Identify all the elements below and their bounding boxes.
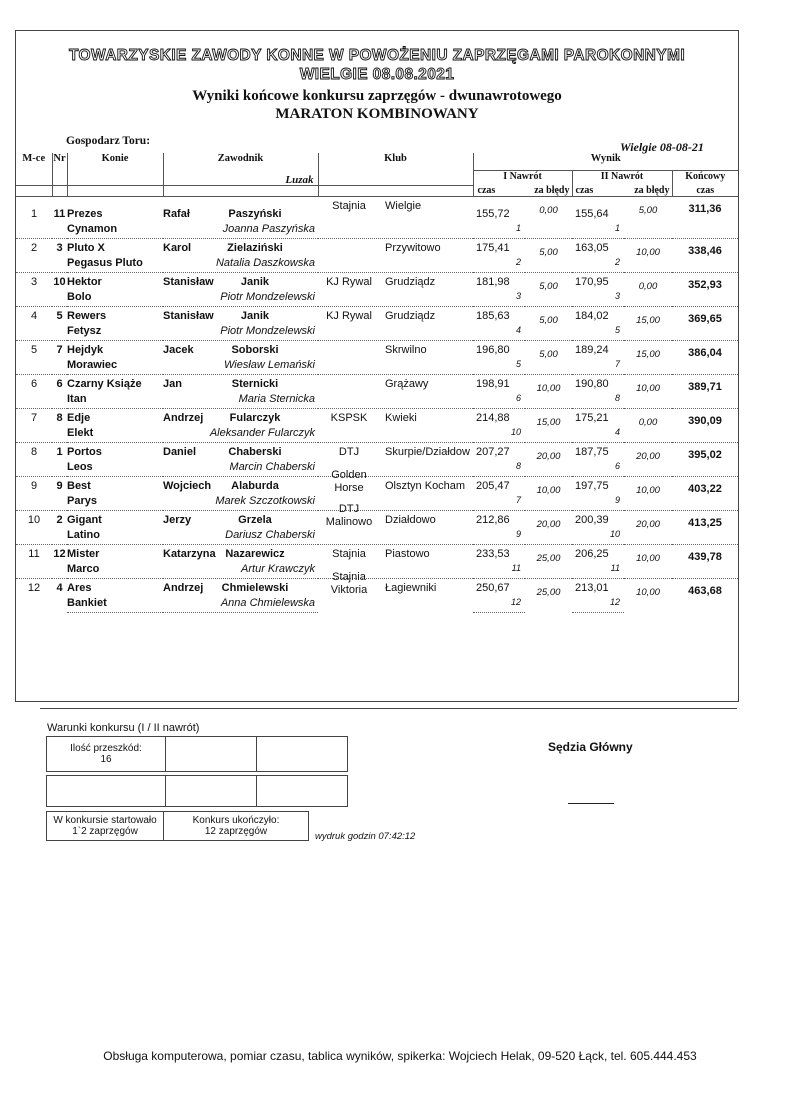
- col-round1: I Nawrót: [473, 171, 572, 186]
- groom-name: Maria Sternicka: [163, 393, 318, 409]
- col-place: M-ce: [16, 153, 52, 185]
- horse-1: Pluto X: [67, 239, 163, 258]
- start-number: 2: [52, 511, 67, 545]
- final-time: 439,78: [672, 545, 738, 579]
- place-date: Wielgie 08-08-21: [620, 140, 704, 154]
- round1-time: 250,67: [473, 579, 525, 598]
- driver-first-name: Stanisław: [163, 310, 214, 322]
- club-line0: Golden: [331, 469, 367, 481]
- round1-rank: 1: [473, 223, 525, 239]
- place: 2: [16, 239, 52, 273]
- round2-time: 200,39: [572, 511, 624, 530]
- driver-name: [163, 545, 318, 564]
- driver-name: [163, 341, 318, 360]
- round1-time: 175,41: [473, 239, 525, 258]
- col-club: Klub: [318, 153, 473, 185]
- driver-last-name: Fularczyk: [229, 412, 281, 424]
- round1-faults: 15,00: [525, 409, 572, 443]
- driver-name: [163, 511, 318, 530]
- col-r2-faults: za błędy: [624, 185, 672, 197]
- club-city: Olsztyn Kocham: [385, 480, 466, 492]
- driver-name: [163, 443, 318, 462]
- round1-rank: 11: [473, 563, 525, 579]
- groom-name: Natalia Daszkowska: [163, 257, 318, 273]
- round1-rank: 3: [473, 291, 525, 307]
- club-name: KJ Rywal: [326, 276, 372, 288]
- table-row: [16, 273, 738, 292]
- place: 11: [16, 545, 52, 579]
- round2-time: 197,75: [572, 477, 624, 496]
- round2-rank: 3: [572, 291, 624, 307]
- empty-cell: [166, 776, 257, 807]
- final-time: 390,09: [672, 409, 738, 443]
- col-rider: [163, 153, 318, 185]
- start-number: 3: [52, 239, 67, 273]
- event-title: TOWARZYSKIE ZAWODY KONNE W POWOŻENIU ZAPRZĘGAMI PAROKONNYMI: [68, 47, 686, 64]
- groom-name: Piotr Mondzelewski: [163, 291, 318, 307]
- horse-2: Bolo: [67, 291, 163, 307]
- col-final: Końcowy: [685, 171, 726, 182]
- club-city: Działdowo: [385, 514, 436, 526]
- round2-rank: 9: [572, 495, 624, 511]
- place: 1: [16, 197, 52, 239]
- obstacles-label: Ilość przeszkód:: [70, 743, 142, 754]
- horse-2: Latino: [67, 529, 163, 545]
- driver-name: [163, 375, 318, 394]
- place: 3: [16, 273, 52, 307]
- place: 10: [16, 511, 52, 545]
- final-time: 463,68: [672, 579, 738, 613]
- separator: [40, 708, 737, 709]
- round2-time: 206,25: [572, 545, 624, 564]
- club-name: Stajnia: [332, 548, 366, 560]
- driver-first-name: Andrzej: [163, 582, 204, 594]
- round2-faults: 10,00: [624, 239, 672, 273]
- results-table: [16, 153, 738, 613]
- round2-rank: 7: [572, 359, 624, 375]
- club-city: Wielgie: [385, 200, 422, 212]
- driver-first-name: Jerzy: [163, 514, 192, 526]
- driver-last-name: Soborski: [231, 344, 279, 356]
- round2-rank: 10: [572, 529, 624, 545]
- driver-first-name: Karol: [163, 242, 192, 254]
- driver-last-name: Paszyński: [228, 208, 282, 220]
- empty-cell: [257, 737, 348, 772]
- final-time: 338,46: [672, 239, 738, 273]
- round1-rank: 7: [473, 495, 525, 511]
- club-name: KSPSK: [330, 412, 368, 424]
- driver-last-name: Zielaziński: [227, 242, 283, 254]
- place: 8: [16, 443, 52, 477]
- start-number: 12: [52, 545, 67, 579]
- summary-table: [46, 811, 309, 841]
- club-name: Horse: [334, 482, 364, 494]
- club-city: Kwieki: [385, 412, 417, 424]
- conditions-table: [46, 736, 348, 772]
- finished-label: Konkurs ukończyło:: [192, 815, 280, 826]
- final-time: 403,22: [672, 477, 738, 511]
- table-row: [16, 545, 738, 564]
- round2-faults: 10,00: [624, 375, 672, 409]
- round2-faults: 10,00: [624, 477, 672, 511]
- final-time: 413,25: [672, 511, 738, 545]
- round2-time: 190,80: [572, 375, 624, 394]
- club-city: Skrwilno: [385, 344, 427, 356]
- round2-rank: 1: [572, 223, 624, 239]
- horse-2: Fetysz: [67, 325, 163, 341]
- driver-name: [163, 477, 318, 496]
- round1-rank: 2: [473, 257, 525, 273]
- start-number: 6: [52, 375, 67, 409]
- round2-rank: 12: [572, 597, 624, 613]
- driver-last-name: Nazarewicz: [225, 548, 285, 560]
- round2-rank: 2: [572, 257, 624, 273]
- groom-name: Dariusz Chaberski: [163, 529, 318, 545]
- final-time: 386,04: [672, 341, 738, 375]
- horse-2: Marco: [67, 563, 163, 579]
- place: 6: [16, 375, 52, 409]
- print-time: wydruk godzin 07:42:12: [315, 831, 416, 842]
- driver-last-name: Alaburda: [231, 480, 279, 492]
- club: [318, 375, 473, 409]
- horse-1: Mister: [67, 545, 163, 564]
- start-number: 11: [52, 197, 67, 239]
- chief-judge-label: Sędzia Główny: [548, 740, 633, 754]
- round2-time: 163,05: [572, 239, 624, 258]
- place: 9: [16, 477, 52, 511]
- horse-2: Parys: [67, 495, 163, 511]
- round2-time: 189,24: [572, 341, 624, 360]
- host-label: Gospodarz Toru:: [66, 135, 151, 147]
- round1-time: 185,63: [473, 307, 525, 326]
- start-number: 7: [52, 341, 67, 375]
- driver-last-name: Grzela: [238, 514, 272, 526]
- table-row: [16, 511, 738, 530]
- col-final-time: czas: [696, 185, 715, 196]
- signature-line: [568, 803, 614, 804]
- driver-last-name: Sternicki: [231, 378, 279, 390]
- horse-1: Best: [67, 477, 163, 496]
- start-number: 1: [52, 443, 67, 477]
- round1-rank: 4: [473, 325, 525, 341]
- driver-last-name: Chaberski: [228, 446, 282, 458]
- final-time: 389,71: [672, 375, 738, 409]
- col-horses: Konie: [67, 153, 163, 185]
- finished-value: 12 zaprzęgów: [204, 826, 268, 837]
- driver-last-name: Janik: [240, 276, 270, 288]
- club-name: KJ Rywal: [326, 310, 372, 322]
- round2-time: 155,64: [572, 197, 624, 224]
- table-row: [16, 341, 738, 360]
- round1-faults: 10,00: [525, 375, 572, 409]
- groom-name: Piotr Mondzelewski: [163, 325, 318, 341]
- round2-time: 187,75: [572, 443, 624, 462]
- started-cell: [47, 812, 164, 841]
- horse-1: Rewers: [67, 307, 163, 326]
- event-title-date: WIELGIE 08.08.2021: [299, 66, 455, 83]
- horse-1: Edje: [67, 409, 163, 428]
- round1-time: 196,80: [473, 341, 525, 360]
- place: 4: [16, 307, 52, 341]
- table-row: [16, 307, 738, 326]
- horse-2: Bankiet: [67, 597, 163, 613]
- col-r1-faults: za błędy: [525, 185, 572, 197]
- empty-cell: [47, 776, 166, 807]
- driver-name: [163, 409, 318, 428]
- round2-faults: 20,00: [624, 511, 672, 545]
- round1-time: 207,27: [473, 443, 525, 462]
- col-r1-time: czas: [477, 185, 496, 196]
- round1-time: 212,86: [473, 511, 525, 530]
- groom-name: Aleksander Fularczyk: [163, 427, 318, 443]
- conditions-table-2: [46, 775, 348, 807]
- round2-rank: 11: [572, 563, 624, 579]
- col-result: Wynik: [473, 153, 738, 171]
- place: 7: [16, 409, 52, 443]
- round2-faults: 10,00: [624, 579, 672, 613]
- driver-name: [163, 273, 318, 292]
- final-time: 395,02: [672, 443, 738, 477]
- club-name: Malinowo: [325, 516, 373, 528]
- start-number: 10: [52, 273, 67, 307]
- final-time: 352,93: [672, 273, 738, 307]
- driver-first-name: Wojciech: [163, 480, 212, 492]
- start-number: 4: [52, 579, 67, 613]
- col-nr: Nr: [52, 153, 67, 185]
- horse-1: Ares: [67, 579, 163, 598]
- driver-name: [163, 307, 318, 326]
- round1-time: 205,47: [473, 477, 525, 496]
- driver-last-name: Janik: [240, 310, 270, 322]
- round1-time: 155,72: [473, 197, 525, 224]
- table-row: [16, 239, 738, 258]
- place: 12: [16, 579, 52, 613]
- table-row: [16, 409, 738, 428]
- club-city: Grążawy: [385, 378, 429, 390]
- table-row: [16, 197, 738, 224]
- groom-name: Artur Krawczyk: [163, 563, 318, 579]
- round1-faults: 25,00: [525, 545, 572, 579]
- round1-time: 214,88: [473, 409, 525, 428]
- start-number: 9: [52, 477, 67, 511]
- empty-cell: [257, 776, 348, 807]
- horse-1: Hektor: [67, 273, 163, 292]
- table-row: [16, 477, 738, 496]
- place: 5: [16, 341, 52, 375]
- groom-name: Marcin Chaberski: [163, 461, 318, 477]
- round1-rank: 6: [473, 393, 525, 409]
- round2-rank: 4: [572, 427, 624, 443]
- driver-first-name: Jan: [163, 378, 182, 390]
- club: [318, 571, 473, 613]
- round1-time: 198,91: [473, 375, 525, 394]
- round1-time: 233,53: [473, 545, 525, 564]
- empty-cell: [166, 737, 257, 772]
- driver-name: [163, 197, 318, 224]
- col-round2: II Nawrót: [572, 171, 672, 186]
- horse-1: Portos: [67, 443, 163, 462]
- start-number: 5: [52, 307, 67, 341]
- horse-2: Pegasus Pluto: [67, 257, 163, 273]
- club-city: Grudziądz: [385, 310, 436, 322]
- footer-credits: Obsługa komputerowa, pomiar czasu, tablica wyników, spikerka: Wojciech Helak, 09-520 Łąck, tel. 605.444.453: [103, 1049, 697, 1063]
- obstacles-cell: [47, 737, 166, 772]
- table-row: [16, 579, 738, 598]
- round2-time: 184,02: [572, 307, 624, 326]
- driver-first-name: Katarzyna: [163, 548, 216, 560]
- groom-name: Anna Chmielewska: [163, 597, 318, 613]
- groom-name: Marek Szczotkowski: [163, 495, 318, 511]
- round2-faults: 15,00: [624, 341, 672, 375]
- round2-faults: 10,00: [624, 545, 672, 579]
- driver-first-name: Daniel: [163, 446, 197, 458]
- club: [318, 239, 473, 273]
- round2-faults: 20,00: [624, 443, 672, 477]
- horse-2: Morawiec: [67, 359, 163, 375]
- club-line0: Stajnia: [332, 571, 366, 583]
- horse-2: Itan: [67, 393, 163, 409]
- round2-rank: 8: [572, 393, 624, 409]
- round2-faults: 5,00: [624, 197, 672, 239]
- round1-faults: 0,00: [525, 197, 572, 239]
- club: [318, 409, 473, 443]
- club-city: Łagiewniki: [385, 582, 437, 594]
- club-name: DTJ: [338, 446, 360, 458]
- round1-faults: 5,00: [525, 307, 572, 341]
- horse-1: Prezes: [67, 197, 163, 224]
- competition-name: MARATON KOMBINOWANY: [275, 106, 479, 122]
- horse-2: Elekt: [67, 427, 163, 443]
- club: [318, 197, 473, 239]
- round1-rank: 10: [473, 427, 525, 443]
- round2-time: 213,01: [572, 579, 624, 598]
- club-line0: DTJ: [338, 503, 360, 515]
- driver-first-name: Stanisław: [163, 276, 214, 288]
- club: [318, 307, 473, 341]
- started-value: 1`2 zaprzęgów: [72, 826, 138, 837]
- final-time: 369,65: [672, 307, 738, 341]
- driver-name: [163, 579, 318, 598]
- driver-last-name: Chmielewski: [221, 582, 289, 594]
- round1-faults: 5,00: [525, 273, 572, 307]
- subtitle: Wyniki końcowe konkursu zaprzęgów - dwunawrotowego: [192, 88, 562, 104]
- round1-faults: 5,00: [525, 341, 572, 375]
- round1-rank: 5: [473, 359, 525, 375]
- conditions-title: Warunki konkursu (I / II nawrót): [47, 722, 200, 734]
- round1-time: 181,98: [473, 273, 525, 292]
- host-name: Luzak: [285, 174, 314, 186]
- club-city: Grudziądz: [385, 276, 436, 288]
- round1-faults: 10,00: [525, 477, 572, 511]
- groom-name: Wiesław Lemański: [163, 359, 318, 375]
- round1-rank: 8: [473, 461, 525, 477]
- club: [318, 273, 473, 307]
- round1-faults: 20,00: [525, 511, 572, 545]
- horse-2: Leos: [67, 461, 163, 477]
- round2-faults: 0,00: [624, 273, 672, 307]
- club-city: Piastowo: [385, 548, 430, 560]
- round1-rank: 9: [473, 529, 525, 545]
- final-time: 311,36: [672, 197, 738, 239]
- driver-first-name: Andrzej: [163, 412, 204, 424]
- col-r2-time: czas: [575, 185, 594, 196]
- started-label: W konkursie startowało: [53, 815, 157, 826]
- groom-name: Joanna Paszyńska: [163, 223, 318, 239]
- round2-time: 175,21: [572, 409, 624, 428]
- round2-faults: 0,00: [624, 409, 672, 443]
- obstacles-value: 16: [100, 754, 112, 765]
- round1-faults: 25,00: [525, 579, 572, 613]
- club-city: Przywitowo: [385, 242, 441, 254]
- club: [318, 341, 473, 375]
- round2-rank: 6: [572, 461, 624, 477]
- horse-1: Gigant: [67, 511, 163, 530]
- club-name: Viktoria: [330, 584, 368, 596]
- round1-faults: 5,00: [525, 239, 572, 273]
- table-row: [16, 443, 738, 462]
- driver-first-name: Jacek: [163, 344, 194, 356]
- start-number: 8: [52, 409, 67, 443]
- round2-time: 170,95: [572, 273, 624, 292]
- finished-cell: [164, 812, 309, 841]
- round1-faults: 20,00: [525, 443, 572, 477]
- club: [318, 503, 473, 545]
- horse-2: Cynamon: [67, 223, 163, 239]
- round1-rank: 12: [473, 597, 525, 613]
- round2-rank: 5: [572, 325, 624, 341]
- horse-1: Czarny Książe: [67, 375, 163, 394]
- driver-name: [163, 239, 318, 258]
- col-rider-label: Zawodnik: [217, 153, 264, 164]
- club-city: Skurpie/Działdow: [385, 446, 470, 458]
- round2-faults: 15,00: [624, 307, 672, 341]
- club-name: Stajnia: [332, 200, 366, 212]
- table-row: [16, 375, 738, 394]
- horse-1: Hejdyk: [67, 341, 163, 360]
- driver-first-name: Rafał: [163, 208, 190, 220]
